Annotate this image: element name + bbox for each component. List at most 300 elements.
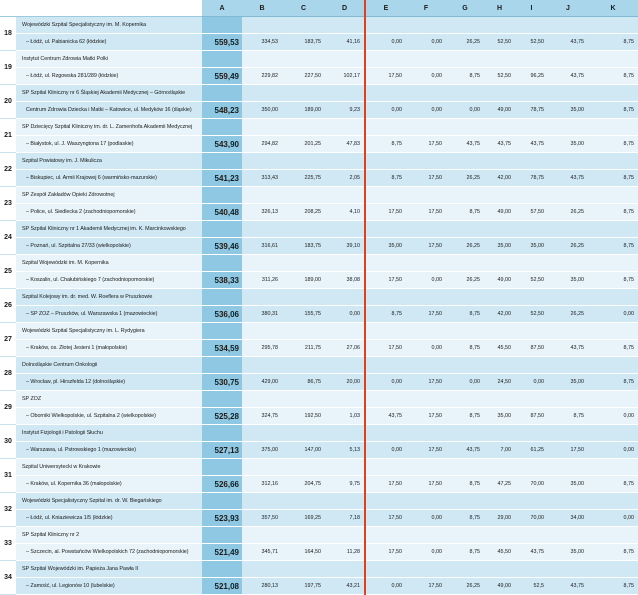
cell-empty — [515, 153, 548, 170]
value-f: 17,50 — [406, 238, 446, 255]
cell-empty — [588, 459, 638, 476]
score-a: 540,48 — [202, 204, 242, 221]
cell-empty — [588, 425, 638, 442]
value-h: 29,00 — [484, 510, 515, 527]
value-h: 43,75 — [484, 136, 515, 153]
value-g: 26,25 — [446, 578, 484, 595]
score-a-empty — [202, 153, 242, 170]
cell-empty — [282, 119, 325, 136]
cell-empty — [365, 357, 406, 374]
value-e: 43,75 — [365, 408, 406, 425]
value-h: 49,00 — [484, 578, 515, 595]
hospital-address: – Zamość, ul. Legionów 10 (lubelskie) — [16, 578, 202, 595]
value-d: 41,16 — [325, 34, 365, 51]
col-header-j: J — [548, 0, 588, 17]
cell-empty — [365, 425, 406, 442]
cell-empty — [325, 51, 365, 68]
cell-empty — [484, 153, 515, 170]
value-k: 8,75 — [588, 136, 638, 153]
rank-number: 30 — [0, 425, 16, 459]
cell-empty — [515, 493, 548, 510]
score-a-empty — [202, 17, 242, 34]
table-row — [0, 238, 638, 255]
value-k: 8,75 — [588, 170, 638, 187]
value-h: 49,00 — [484, 204, 515, 221]
value-j: 43,75 — [548, 68, 588, 85]
table-row — [0, 425, 638, 442]
value-c: 192,50 — [282, 408, 325, 425]
col-header-e: E — [365, 0, 406, 17]
hospital-name: SP Szpital Wojewódzki im. Papieża Jana Pawła II — [16, 561, 202, 578]
cell-empty — [365, 459, 406, 476]
value-d: 38,08 — [325, 272, 365, 289]
cell-empty — [515, 221, 548, 238]
value-k: 8,75 — [588, 238, 638, 255]
value-g: 0,00 — [446, 102, 484, 119]
value-g: 8,75 — [446, 408, 484, 425]
cell-empty — [515, 391, 548, 408]
cell-empty — [282, 391, 325, 408]
ranking-body — [0, 17, 638, 595]
value-d: 5,13 — [325, 442, 365, 459]
name-header — [16, 0, 202, 17]
cell-empty — [325, 289, 365, 306]
cell-empty — [548, 323, 588, 340]
cell-empty — [515, 85, 548, 102]
value-d: 20,00 — [325, 374, 365, 391]
cell-empty — [548, 459, 588, 476]
value-d: 43,21 — [325, 578, 365, 595]
table-row — [0, 136, 638, 153]
value-k: 8,75 — [588, 578, 638, 595]
cell-empty — [406, 17, 446, 34]
cell-empty — [548, 425, 588, 442]
value-i: 52,50 — [515, 306, 548, 323]
cell-empty — [282, 425, 325, 442]
cell-empty — [515, 17, 548, 34]
value-h: 42,00 — [484, 170, 515, 187]
cell-empty — [242, 51, 282, 68]
value-d: 39,10 — [325, 238, 365, 255]
hospital-address: – Łódź, ul. Rzgowska 281/289 (łódzkie) — [16, 68, 202, 85]
cell-empty — [325, 561, 365, 578]
cell-empty — [484, 425, 515, 442]
cell-empty — [325, 119, 365, 136]
value-k: 8,75 — [588, 272, 638, 289]
rank-number: 25 — [0, 255, 16, 289]
cell-empty — [548, 153, 588, 170]
hospital-address: – Białystok, ul. J. Waszyngtona 17 (podlaskie) — [16, 136, 202, 153]
cell-empty — [242, 221, 282, 238]
value-i: 61,25 — [515, 442, 548, 459]
score-a: 536,06 — [202, 306, 242, 323]
score-a-empty — [202, 493, 242, 510]
cell-empty — [325, 85, 365, 102]
value-c: 147,00 — [282, 442, 325, 459]
value-c: 225,75 — [282, 170, 325, 187]
col-header-k: K — [588, 0, 638, 17]
value-b: 345,71 — [242, 544, 282, 561]
rank-number: 18 — [0, 17, 16, 51]
table-row — [0, 187, 638, 204]
value-h: 49,00 — [484, 272, 515, 289]
value-g: 8,75 — [446, 544, 484, 561]
value-k: 0,00 — [588, 408, 638, 425]
value-i: 0,00 — [515, 374, 548, 391]
value-f: 17,50 — [406, 170, 446, 187]
value-e: 17,50 — [365, 68, 406, 85]
cell-empty — [365, 119, 406, 136]
hospital-name: Wojewódzki Szpital Specjalistyczny im. L. Rydygiera — [16, 323, 202, 340]
hospital-name: SP Szpital Kliniczny nr 1 Akademii Medycznej im. K. Marcinkowskiego — [16, 221, 202, 238]
cell-empty — [406, 357, 446, 374]
rank-number: 27 — [0, 323, 16, 357]
score-a: 538,33 — [202, 272, 242, 289]
cell-empty — [406, 425, 446, 442]
cell-empty — [588, 187, 638, 204]
value-i: 52,50 — [515, 34, 548, 51]
table-row — [0, 476, 638, 493]
cell-empty — [242, 357, 282, 374]
rank-number: 24 — [0, 221, 16, 255]
score-a-empty — [202, 289, 242, 306]
cell-empty — [588, 527, 638, 544]
cell-empty — [242, 425, 282, 442]
value-f: 17,50 — [406, 442, 446, 459]
value-j: 43,75 — [548, 34, 588, 51]
score-a-empty — [202, 323, 242, 340]
cell-empty — [365, 561, 406, 578]
rank-number: 19 — [0, 51, 16, 85]
table-row — [0, 510, 638, 527]
value-d: 2,05 — [325, 170, 365, 187]
hospital-address: – Kraków, ul. Kopernika 36 (małopolskie) — [16, 476, 202, 493]
value-g: 43,75 — [446, 136, 484, 153]
value-b: 295,78 — [242, 340, 282, 357]
cell-empty — [588, 323, 638, 340]
value-k: 8,75 — [588, 34, 638, 51]
cell-empty — [446, 391, 484, 408]
cell-empty — [588, 221, 638, 238]
value-i: 78,75 — [515, 102, 548, 119]
cell-empty — [446, 493, 484, 510]
value-e: 17,50 — [365, 272, 406, 289]
value-j: 35,00 — [548, 476, 588, 493]
table-row — [0, 442, 638, 459]
score-a: 559,53 — [202, 34, 242, 51]
cell-empty — [515, 459, 548, 476]
value-g: 8,75 — [446, 340, 484, 357]
hospital-name: Szpital Uniwersytecki w Krakowie — [16, 459, 202, 476]
table-row — [0, 85, 638, 102]
cell-empty — [325, 527, 365, 544]
cell-empty — [446, 153, 484, 170]
cell-empty — [515, 187, 548, 204]
cell-empty — [282, 85, 325, 102]
cell-empty — [406, 255, 446, 272]
value-b: 334,53 — [242, 34, 282, 51]
rank-number: 34 — [0, 561, 16, 595]
cell-empty — [282, 527, 325, 544]
value-f: 17,50 — [406, 136, 446, 153]
hospital-name: Szpital Wojewódzki im. M. Kopernika — [16, 255, 202, 272]
cell-empty — [282, 357, 325, 374]
value-g: 26,25 — [446, 34, 484, 51]
cell-empty — [515, 119, 548, 136]
cell-empty — [242, 527, 282, 544]
value-j: 35,00 — [548, 374, 588, 391]
cell-empty — [242, 289, 282, 306]
value-j: 35,00 — [548, 102, 588, 119]
cell-empty — [446, 255, 484, 272]
table-row — [0, 102, 638, 119]
cell-empty — [484, 221, 515, 238]
table-row — [0, 289, 638, 306]
cell-empty — [325, 357, 365, 374]
cell-empty — [365, 493, 406, 510]
table-row — [0, 459, 638, 476]
hospital-address: – Biskupiec, ul. Armii Krajowej 6 (warmińsko-mazurskie) — [16, 170, 202, 187]
col-header-g: G — [446, 0, 484, 17]
cell-empty — [548, 527, 588, 544]
value-e: 17,50 — [365, 510, 406, 527]
cell-empty — [548, 561, 588, 578]
cell-empty — [588, 119, 638, 136]
value-k: 8,75 — [588, 340, 638, 357]
score-a: 525,28 — [202, 408, 242, 425]
score-a-empty — [202, 425, 242, 442]
cell-empty — [365, 323, 406, 340]
value-d: 9,23 — [325, 102, 365, 119]
cell-empty — [588, 493, 638, 510]
cell-empty — [406, 221, 446, 238]
cell-empty — [515, 323, 548, 340]
value-i: 87,50 — [515, 340, 548, 357]
value-g: 8,75 — [446, 204, 484, 221]
cell-empty — [515, 561, 548, 578]
cell-empty — [484, 17, 515, 34]
cell-empty — [365, 187, 406, 204]
table-row — [0, 391, 638, 408]
value-d: 11,28 — [325, 544, 365, 561]
table-row — [0, 221, 638, 238]
score-a-empty — [202, 85, 242, 102]
value-e: 17,50 — [365, 544, 406, 561]
value-c: 189,00 — [282, 102, 325, 119]
cell-empty — [484, 119, 515, 136]
table-row — [0, 204, 638, 221]
value-i: 70,00 — [515, 510, 548, 527]
score-a: 539,46 — [202, 238, 242, 255]
cell-empty — [588, 391, 638, 408]
rank-number: 32 — [0, 493, 16, 527]
value-g: 43,75 — [446, 442, 484, 459]
value-i: 52,5 — [515, 578, 548, 595]
cell-empty — [406, 187, 446, 204]
cell-empty — [515, 527, 548, 544]
cell-empty — [588, 51, 638, 68]
cell-empty — [282, 187, 325, 204]
cell-empty — [548, 119, 588, 136]
cell-empty — [484, 459, 515, 476]
table-row — [0, 306, 638, 323]
value-j: 34,00 — [548, 510, 588, 527]
cell-empty — [484, 289, 515, 306]
score-a: 523,93 — [202, 510, 242, 527]
value-c: 227,50 — [282, 68, 325, 85]
cell-empty — [515, 255, 548, 272]
value-b: 324,75 — [242, 408, 282, 425]
cell-empty — [484, 527, 515, 544]
cell-empty — [588, 561, 638, 578]
cell-empty — [365, 255, 406, 272]
cell-empty — [242, 187, 282, 204]
value-g: 26,25 — [446, 272, 484, 289]
score-a-empty — [202, 51, 242, 68]
cell-empty — [548, 493, 588, 510]
value-b: 375,00 — [242, 442, 282, 459]
cell-empty — [242, 391, 282, 408]
value-c: 169,25 — [282, 510, 325, 527]
value-h: 45,50 — [484, 544, 515, 561]
value-j: 43,75 — [548, 170, 588, 187]
table-row — [0, 34, 638, 51]
rank-number: 31 — [0, 459, 16, 493]
hospital-name: Instytut Fizjologii i Patologii Słuchu — [16, 425, 202, 442]
hospital-name: SP ZOZ — [16, 391, 202, 408]
value-h: 47,25 — [484, 476, 515, 493]
cell-empty — [242, 119, 282, 136]
cell-empty — [446, 459, 484, 476]
value-d: 9,75 — [325, 476, 365, 493]
score-a: 534,59 — [202, 340, 242, 357]
hospital-name: SP Dziecięcy Szpital Kliniczny im. dr. L. Zamenhofa Akademii Medycznej — [16, 119, 202, 136]
rank-number: 33 — [0, 527, 16, 561]
cell-empty — [325, 255, 365, 272]
cell-empty — [588, 255, 638, 272]
cell-empty — [548, 255, 588, 272]
value-f: 17,50 — [406, 204, 446, 221]
cell-empty — [365, 391, 406, 408]
value-i: 70,00 — [515, 476, 548, 493]
score-a: 548,23 — [202, 102, 242, 119]
hospital-name: SP Zespół Zakładów Opieki Zdrowotnej — [16, 187, 202, 204]
cell-empty — [515, 289, 548, 306]
value-e: 0,00 — [365, 578, 406, 595]
value-j: 17,50 — [548, 442, 588, 459]
cell-empty — [406, 323, 446, 340]
value-e: 8,75 — [365, 170, 406, 187]
value-c: 86,75 — [282, 374, 325, 391]
hospital-address: – SP ZOZ – Pruszków, ul. Warszawska 1 (mazowieckie) — [16, 306, 202, 323]
cell-empty — [515, 425, 548, 442]
cell-empty — [446, 119, 484, 136]
cell-empty — [406, 51, 446, 68]
cell-empty — [365, 153, 406, 170]
rank-number: 21 — [0, 119, 16, 153]
cell-empty — [588, 153, 638, 170]
value-g: 8,75 — [446, 306, 484, 323]
cell-empty — [282, 153, 325, 170]
header-row — [0, 0, 638, 17]
value-h: 45,50 — [484, 340, 515, 357]
cell-empty — [365, 527, 406, 544]
value-h: 49,00 — [484, 102, 515, 119]
hospital-name: Szpital Kolejowy im. dr. med. W. Roeflera w Pruszkowie — [16, 289, 202, 306]
value-b: 312,16 — [242, 476, 282, 493]
cell-empty — [242, 85, 282, 102]
score-a: 527,13 — [202, 442, 242, 459]
value-j: 35,00 — [548, 544, 588, 561]
value-i: 57,50 — [515, 204, 548, 221]
cell-empty — [446, 323, 484, 340]
cell-empty — [325, 323, 365, 340]
cell-empty — [406, 289, 446, 306]
table-row — [0, 170, 638, 187]
cell-empty — [484, 255, 515, 272]
col-header-a: A — [202, 0, 242, 17]
cell-empty — [242, 323, 282, 340]
value-b: 326,13 — [242, 204, 282, 221]
value-b: 294,82 — [242, 136, 282, 153]
value-d: 27,06 — [325, 340, 365, 357]
cell-empty — [406, 119, 446, 136]
cell-empty — [446, 561, 484, 578]
col-header-i: I — [515, 0, 548, 17]
table-row — [0, 255, 638, 272]
score-a-empty — [202, 391, 242, 408]
cell-empty — [446, 527, 484, 544]
cell-empty — [484, 391, 515, 408]
cell-empty — [548, 51, 588, 68]
cell-empty — [242, 153, 282, 170]
cell-empty — [282, 255, 325, 272]
value-f: 0,00 — [406, 340, 446, 357]
value-b: 380,31 — [242, 306, 282, 323]
cell-empty — [446, 187, 484, 204]
score-a-empty — [202, 221, 242, 238]
value-i: 78,75 — [515, 170, 548, 187]
cell-empty — [242, 255, 282, 272]
cell-empty — [515, 51, 548, 68]
table-row — [0, 119, 638, 136]
score-a-empty — [202, 527, 242, 544]
cell-empty — [548, 221, 588, 238]
value-i: 43,75 — [515, 544, 548, 561]
cell-empty — [484, 85, 515, 102]
value-h: 52,50 — [484, 34, 515, 51]
value-d: 4,10 — [325, 204, 365, 221]
value-g: 8,75 — [446, 68, 484, 85]
value-i: 43,75 — [515, 136, 548, 153]
cell-empty — [548, 289, 588, 306]
cell-empty — [365, 85, 406, 102]
cell-empty — [325, 187, 365, 204]
cell-empty — [242, 493, 282, 510]
cell-empty — [365, 221, 406, 238]
value-f: 17,50 — [406, 374, 446, 391]
cell-empty — [242, 561, 282, 578]
value-h: 35,00 — [484, 238, 515, 255]
score-a-empty — [202, 561, 242, 578]
rank-number: 20 — [0, 85, 16, 119]
hospital-name: SP Szpital Kliniczny nr 6 Śląskiej Akademii Medycznej – Górnośląskie — [16, 85, 202, 102]
value-k: 8,75 — [588, 374, 638, 391]
cell-empty — [406, 493, 446, 510]
cell-empty — [365, 51, 406, 68]
cell-empty — [588, 85, 638, 102]
value-b: 313,43 — [242, 170, 282, 187]
